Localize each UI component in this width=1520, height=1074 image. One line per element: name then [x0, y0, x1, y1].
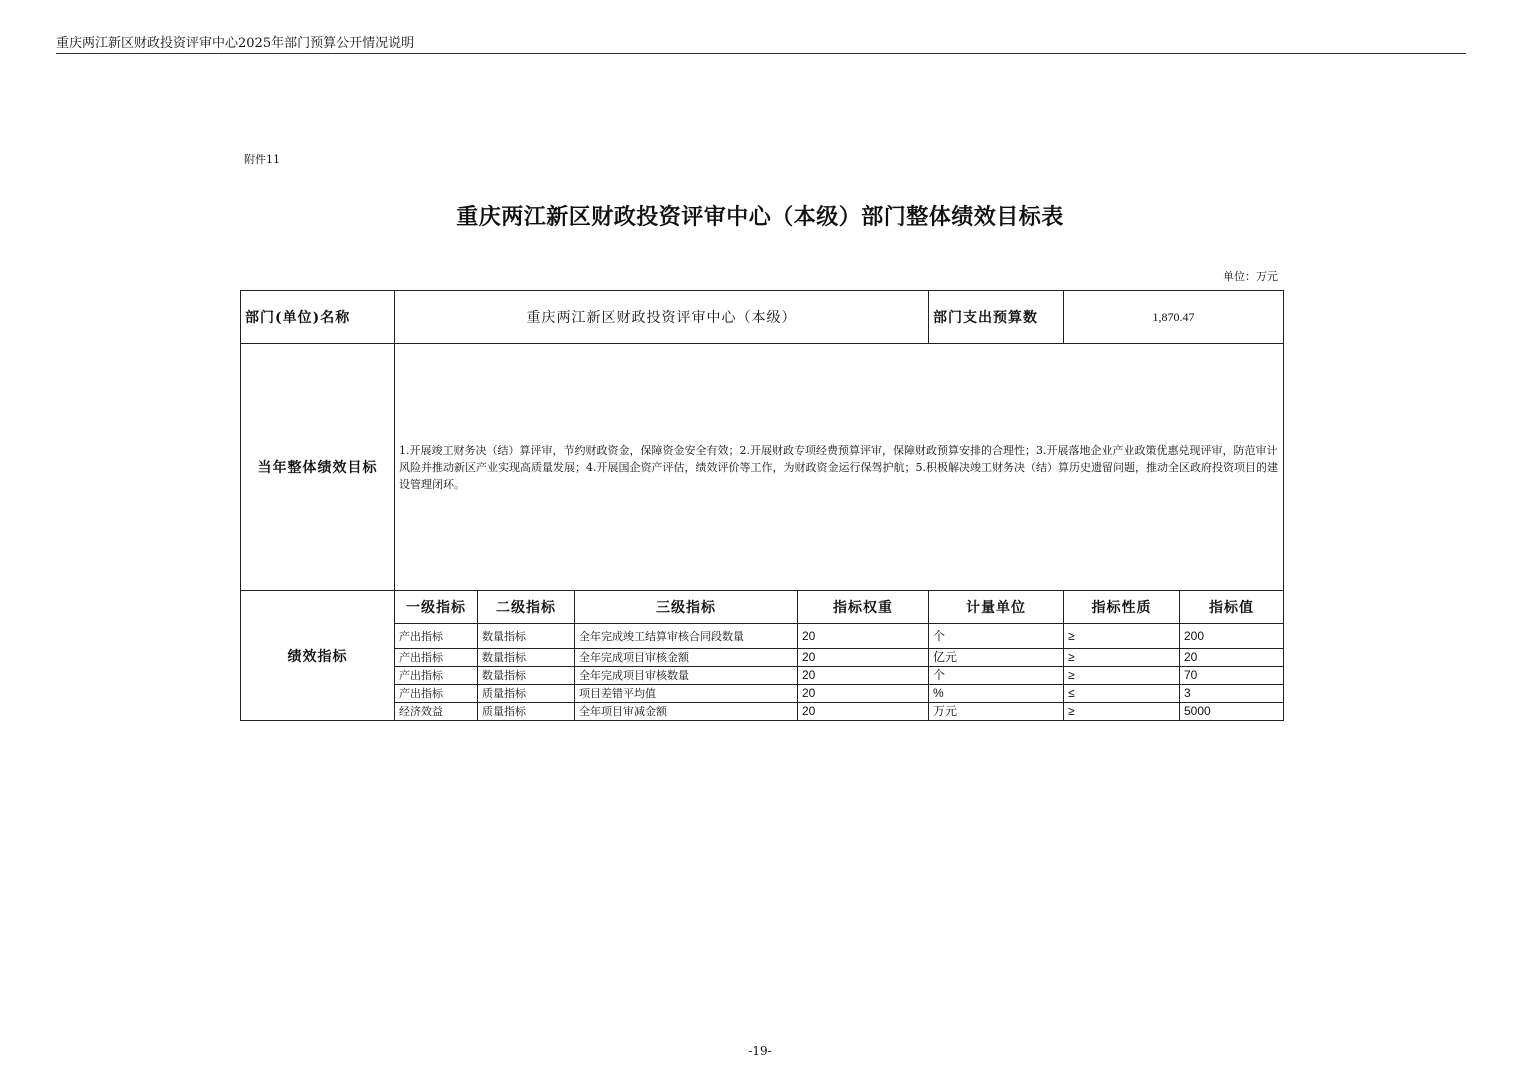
performance-goal-table	[240, 290, 1284, 721]
indicator-label: 绩效指标	[241, 591, 395, 721]
goal-label: 当年整体绩效目标	[241, 344, 395, 591]
running-header: 重庆两江新区财政投资评审中心2025年部门预算公开情况说明	[56, 36, 415, 51]
level2-cell: 数量指标	[478, 667, 575, 685]
budget-value: 1,870.47	[1064, 291, 1284, 344]
level2-cell: 质量指标	[478, 685, 575, 703]
value-cell: 200	[1180, 624, 1284, 649]
col-header: 一级指标	[395, 591, 478, 624]
nature-cell: ≥	[1064, 624, 1180, 649]
level3-cell: 全年完成竣工结算审核合同段数量	[575, 624, 798, 649]
goal-text: 1.开展竣工财务决（结）算评审，节约财政资金，保障资金安全有效；2.开展财政专项经费预算评审，保障财政预算安排的合理性；3.开展落地企业产业政策优惠兑现评审，防范审计风险并推动新区产业实现高质量发展；4.开展国企资产评估，绩效评价等工作，为财政资金运行保驾护航；5.积极解决竣工财务决（结）算历史遗留问题，推动全区政府投资项目的建设管理闭环。	[395, 344, 1284, 591]
level3-cell: 项目差错平均值	[575, 685, 798, 703]
dept-label: 部门(单位)名称	[241, 291, 395, 344]
unit-cell: 亿元	[929, 649, 1064, 667]
goal-row	[241, 344, 1284, 591]
col-header: 计量单位	[929, 591, 1064, 624]
value-cell: 20	[1180, 649, 1284, 667]
level1-cell: 产出指标	[395, 667, 478, 685]
page-number: -19-	[748, 1044, 772, 1058]
level3-cell: 全年完成项目审核金额	[575, 649, 798, 667]
weight-cell: 20	[798, 685, 929, 703]
value-cell: 5000	[1180, 703, 1284, 721]
table-row	[241, 667, 1284, 685]
level1-cell: 产出指标	[395, 685, 478, 703]
dept-name: 重庆两江新区财政投资评审中心（本级）	[395, 291, 929, 344]
col-header: 指标性质	[1064, 591, 1180, 624]
table-row	[241, 685, 1284, 703]
level1-cell: 经济效益	[395, 703, 478, 721]
attachment-label: 附件11	[244, 153, 280, 166]
nature-cell: ≤	[1064, 685, 1180, 703]
unit-cell: 万元	[929, 703, 1064, 721]
unit-cell: 个	[929, 667, 1064, 685]
unit-cell: %	[929, 685, 1064, 703]
col-header: 指标值	[1180, 591, 1284, 624]
col-header: 指标权重	[798, 591, 929, 624]
level3-cell: 全年完成项目审核数量	[575, 667, 798, 685]
weight-cell: 20	[798, 703, 929, 721]
weight-cell: 20	[798, 624, 929, 649]
table-row	[241, 649, 1284, 667]
level1-cell: 产出指标	[395, 649, 478, 667]
level2-cell: 数量指标	[478, 649, 575, 667]
weight-cell: 20	[798, 667, 929, 685]
level2-cell: 数量指标	[478, 624, 575, 649]
value-cell: 70	[1180, 667, 1284, 685]
col-header: 三级指标	[575, 591, 798, 624]
dept-row	[241, 291, 1284, 344]
nature-cell: ≥	[1064, 667, 1180, 685]
weight-cell: 20	[798, 649, 929, 667]
unit-label: 单位：万元	[1223, 270, 1278, 283]
document-title: 重庆两江新区财政投资评审中心（本级）部门整体绩效目标表	[456, 204, 1064, 230]
nature-cell: ≥	[1064, 703, 1180, 721]
level3-cell: 全年项目审减金额	[575, 703, 798, 721]
nature-cell: ≥	[1064, 649, 1180, 667]
table-row	[241, 624, 1284, 649]
table-row	[241, 703, 1284, 721]
indicator-header-row	[241, 591, 1284, 624]
col-header: 二级指标	[478, 591, 575, 624]
budget-label: 部门支出预算数	[929, 291, 1064, 344]
header-divider	[56, 53, 1466, 54]
unit-cell: 个	[929, 624, 1064, 649]
level2-cell: 质量指标	[478, 703, 575, 721]
value-cell: 3	[1180, 685, 1284, 703]
level1-cell: 产出指标	[395, 624, 478, 649]
